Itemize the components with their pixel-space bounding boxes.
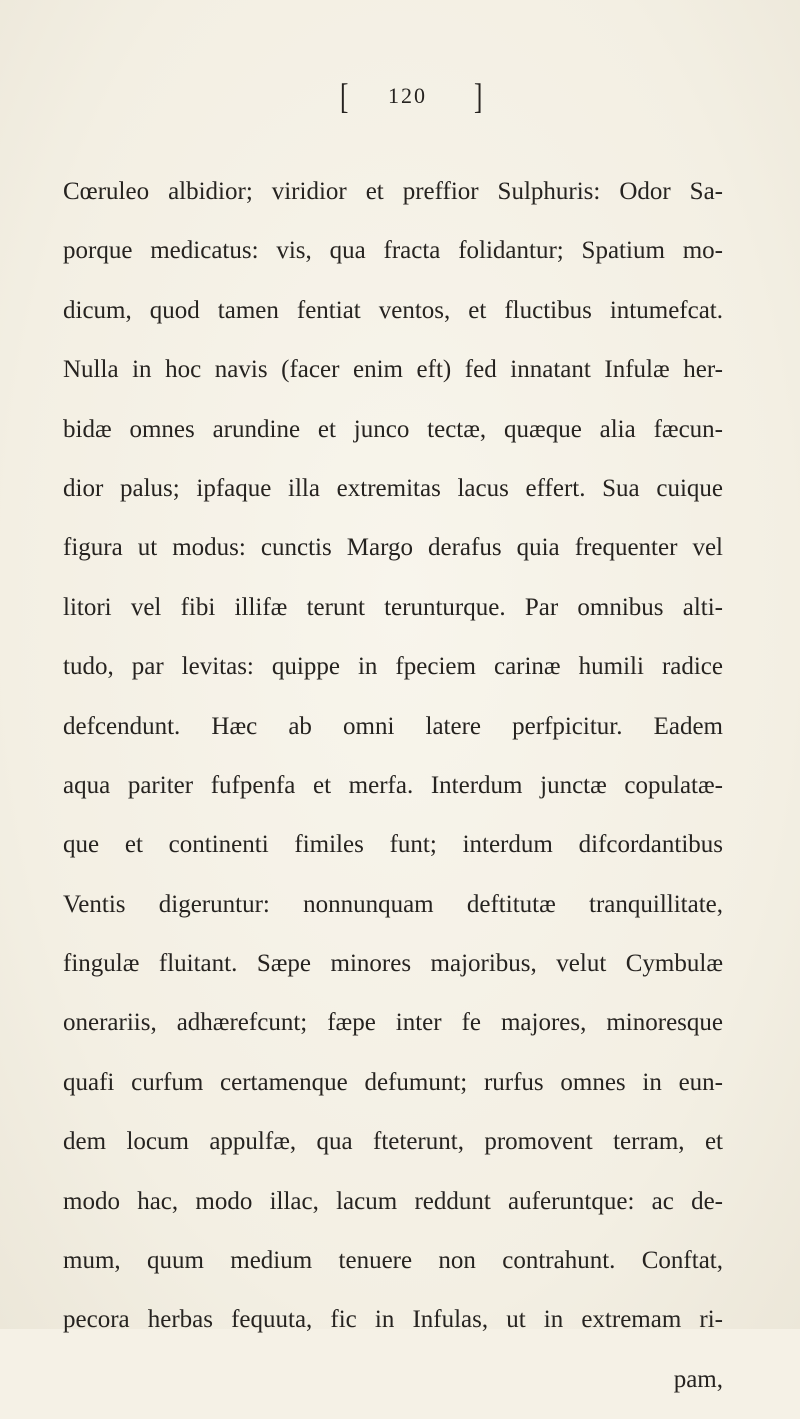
text-line: litori vel fibi illifæ terunt terunturque. Par omnibus alti- [63,593,723,621]
text-line: aqua pariter fufpenfa et merfa. Interdum junctæ copulatæ- [63,771,723,799]
text-line: porque medicatus: vis, qua fracta folidantur; Spatium mo- [63,237,723,265]
text-line: que et continenti fimiles funt; interdum difcordantibus [63,831,723,859]
text-line: dicum, quod tamen fentiat ventos, et fluctibus intumefcat. [63,296,723,324]
text-line: tudo, par levitas: quippe in fpeciem carinæ humili radice [63,653,723,681]
text-line: mum, quum medium tenuere non contrahunt. Conftat, [63,1247,723,1275]
text-line: onerariis, adhærefcunt; fæpe inter fe majores, minoresque [63,1009,723,1037]
text-line: Nulla in hoc navis (facer enim eft) fed innatant Infulæ her- [63,356,723,384]
text-line: Ventis digeruntur: nonnunquam deftitutæ tranquillitate, [63,890,723,918]
catchword: pam, [673,1365,723,1393]
right-bracket: ] [473,76,484,116]
text-line: Cœruleo albidior; viridior et preffior Sulphuris: Odor Sa- [63,178,723,205]
page-number: 120 [388,83,427,108]
text-line: dior palus; ipfaque illa extremitas lacus effert. Sua cuique [63,474,723,502]
text-line: quafi curfum certamenque defumunt; rurfus omnes in eun- [63,1068,723,1096]
text-line: bidæ omnes arundine et junco tectæ, quæque alia fæcun- [63,415,723,443]
text-line: defcendunt. Hæc ab omni latere perfpicitur. Eadem [63,712,723,740]
page-header [338,78,518,118]
left-bracket: [ [339,76,350,116]
text-line: fingulæ fluitant. Sæpe minores majoribus, velut Cymbulæ [63,950,723,978]
text-line: figura ut modus: cunctis Margo derafus quia frequenter vel [63,534,723,562]
text-line: pecora herbas fequuta, fic in Infulas, ut in extremam ri- [63,1306,723,1334]
text-line: modo hac, modo illac, lacum reddunt auferuntque: ac de- [63,1187,723,1215]
text-line: dem locum appulfæ, qua fteterunt, promovent terram, et [63,1128,723,1156]
body-text [63,172,723,1419]
